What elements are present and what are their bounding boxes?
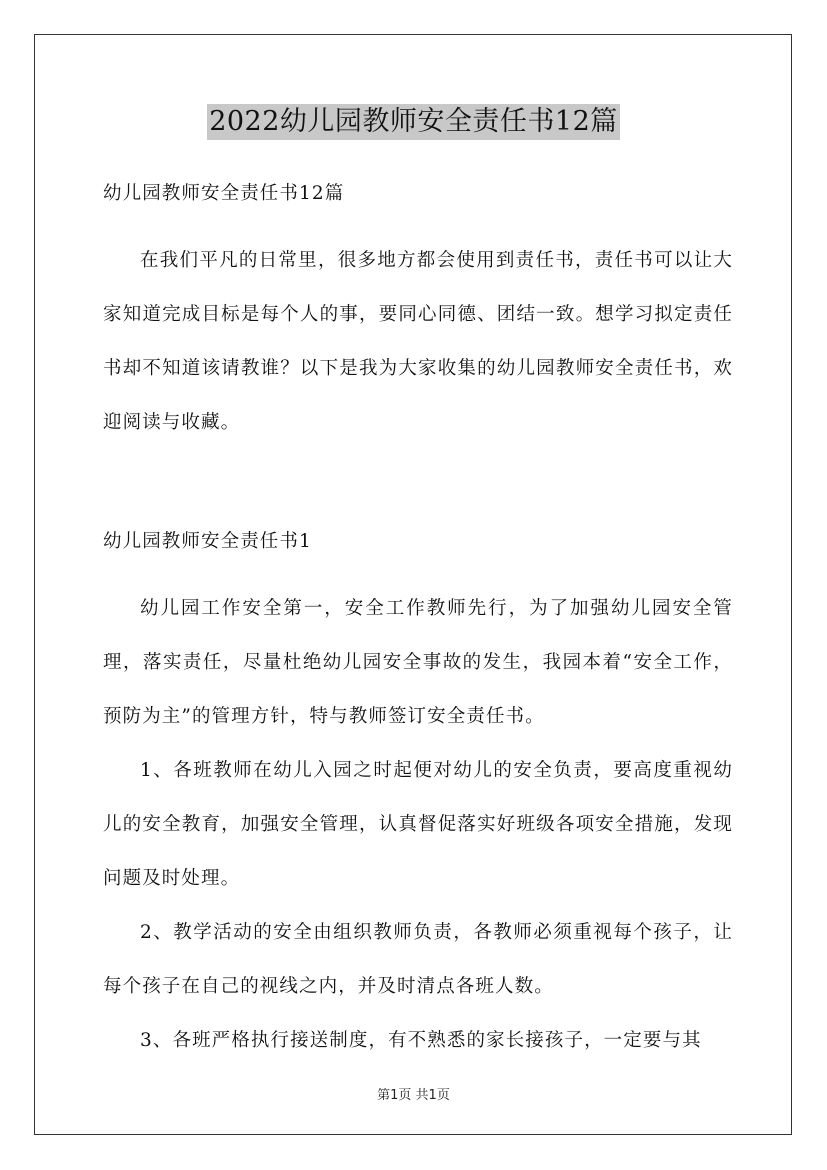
page-footer	[0, 1084, 827, 1103]
body-paragraph: 3、各班严格执行接送制度，有不熟悉的家长接孩子，一定要与其	[140, 1030, 702, 1051]
document-title: 2022幼儿园教师安全责任书12篇	[207, 104, 620, 140]
document-subtitle: 幼儿园教师安全责任书12篇	[103, 183, 345, 204]
title-wrap	[0, 104, 827, 140]
body-paragraph: 幼儿园工作安全第一，安全工作教师先行，为了加强幼儿园安全管理，落实责任，尽量杜绝幼儿园安全事故的发生，我园本着“安全工作，预防为主”的管理方针，特与教师签订安全责任书。	[103, 598, 733, 727]
section-heading: 幼儿园教师安全责任书1	[103, 531, 312, 552]
document-body	[103, 176, 733, 1068]
intro-paragraph: 在我们平凡的日常里，很多地方都会使用到责任书，责任书可以让大家知道完成目标是每个人的事，要同心同德、团结一致。想学习拟定责任书却不知道该请教谁？以下是我为大家收集的幼儿园教师安全责任书，欢迎阅读与收藏。	[103, 250, 733, 433]
body-paragraph: 2、教学活动的安全由组织教师负责，各教师必须重视每个孩子，让每个孩子在自己的视线之内，并及时清点各班人数。	[103, 922, 733, 997]
page-number-label: 第1页 共1页	[377, 1088, 450, 1103]
body-paragraph: 1、各班教师在幼儿入园之时起便对幼儿的安全负责，要高度重视幼儿的安全教育，加强安全管理，认真督促落实好班级各项安全措施，发现问题及时处理。	[103, 760, 733, 889]
